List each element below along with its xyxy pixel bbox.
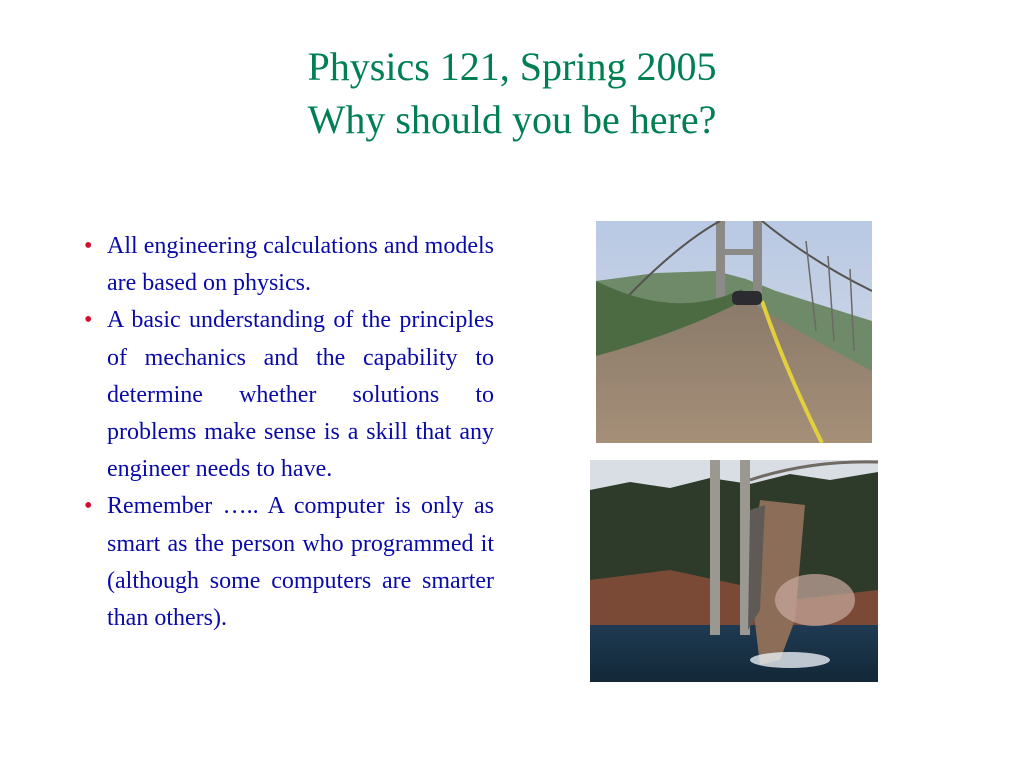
bullet-text: All engineering calculations and models are based on physics. [107, 233, 494, 297]
slide-title-line-2: Why should you be here? [307, 97, 717, 142]
slide-title-line-1: Physics 121, Spring 2005 [307, 44, 717, 89]
bullet-list [84, 228, 494, 637]
bridge-collapse-photo [590, 460, 878, 682]
bullet-item [84, 228, 494, 302]
bullet-text: A basic understanding of the principles of mechanics and the capability to determine whether solutions to problems make sense is a skill that any engineer needs to have. [107, 307, 494, 483]
bullet-item [84, 302, 494, 488]
bridge-deck-photo [596, 221, 872, 443]
bullet-dot-icon: • [84, 493, 93, 520]
bullet-dot-icon: • [84, 307, 93, 334]
bullet-item [84, 488, 494, 637]
bullet-dot-icon: • [84, 233, 93, 259]
bullet-text: Remember ….. A computer is only as smart as the person who programmed it (although some computers are smarter than others). [107, 493, 494, 632]
slide-title [0, 40, 1024, 146]
